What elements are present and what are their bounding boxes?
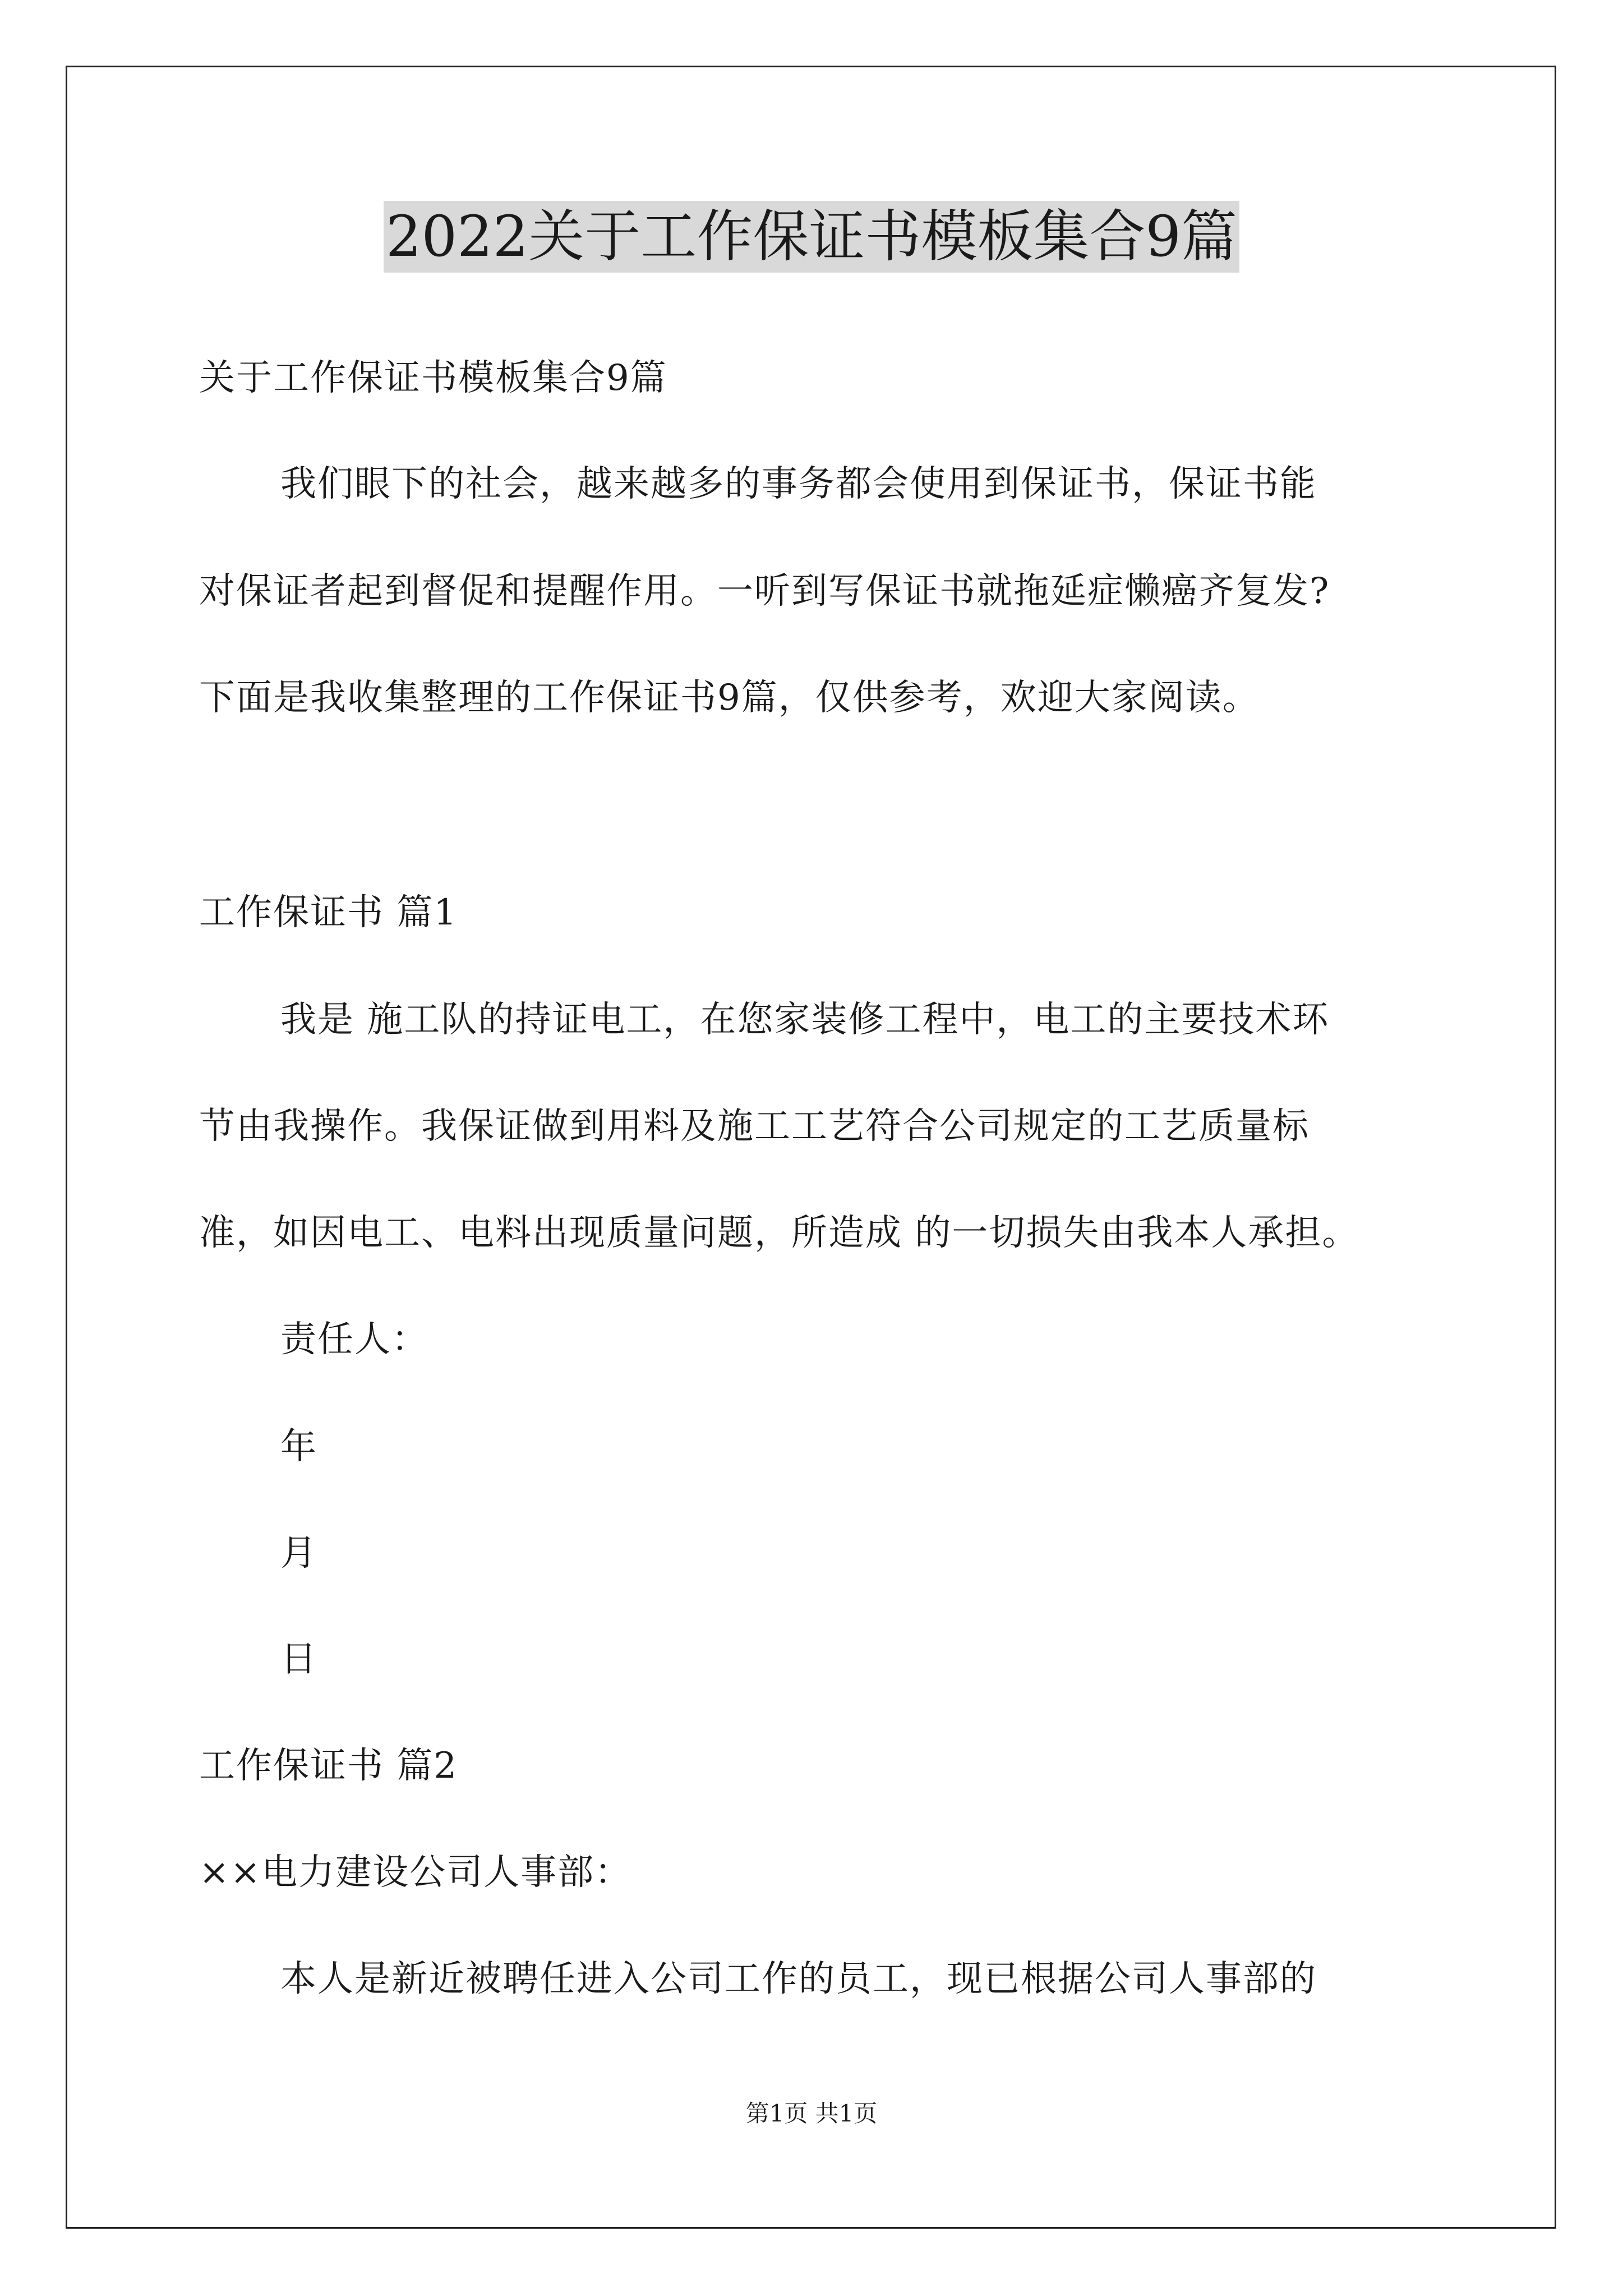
section-1-line-2: 节由我操作。我保证做到用料及施工工艺符合公司规定的工艺质量标 bbox=[199, 1106, 1310, 1147]
intro-line-3: 下面是我收集整理的工作保证书9篇，仅供参考，欢迎大家阅读。 bbox=[199, 677, 1260, 719]
section-1-line-3: 准，如因电工、电料出现质量问题，所造成 的一切损失由我本人承担。 bbox=[199, 1212, 1359, 1254]
section-1-heading: 工作保证书 篇1 bbox=[199, 892, 458, 933]
document-title: 2022关于工作保证书模板集合9篇 bbox=[384, 201, 1239, 273]
intro-line-2: 对保证者起到督促和提醒作用。一听到写保证书就拖延症懒癌齐复发? bbox=[199, 570, 1330, 612]
section-2-line-1: 本人是新近被聘任进入公司工作的员工，现已根据公司人事部的 bbox=[280, 1958, 1317, 2000]
month-label: 月 bbox=[280, 1533, 317, 1574]
day-label: 日 bbox=[280, 1639, 317, 1680]
section-2-heading: 工作保证书 篇2 bbox=[199, 1745, 458, 1787]
section-1-line-1: 我是 施工队的持证电工，在您家装修工程中，电工的主要技术环 bbox=[280, 999, 1330, 1041]
section-2-addressee: ××电力建设公司人事部： bbox=[199, 1852, 632, 1893]
year-label: 年 bbox=[280, 1426, 317, 1467]
page-footer: 第1页 共1页 bbox=[745, 2100, 878, 2127]
document-subtitle: 关于工作保证书模板集合9篇 bbox=[199, 357, 667, 399]
title-container bbox=[0, 201, 1623, 273]
responsible-person-label: 责任人： bbox=[280, 1319, 428, 1360]
intro-line-1: 我们眼下的社会，越来越多的事务都会使用到保证书，保证书能 bbox=[280, 463, 1317, 505]
